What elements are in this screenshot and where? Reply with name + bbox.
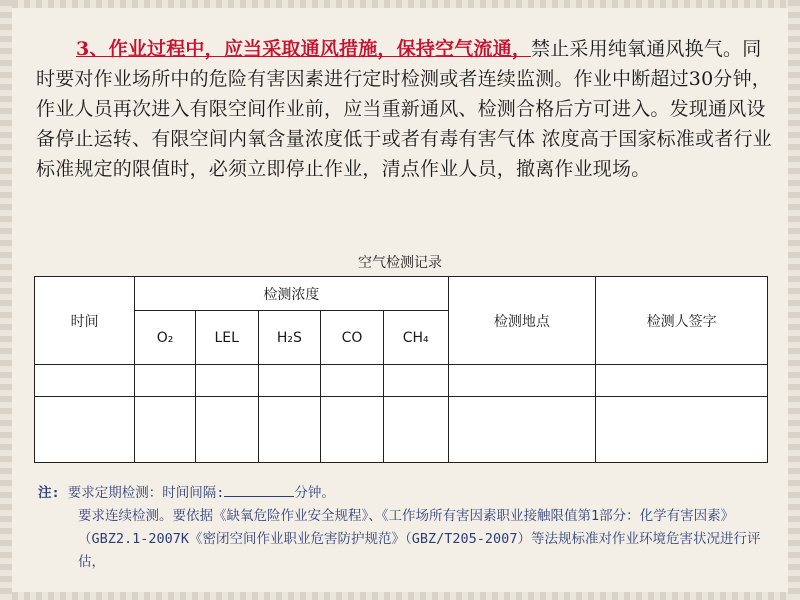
table-cell[interactable]	[596, 365, 768, 397]
table-cell[interactable]	[383, 397, 448, 463]
table-cell[interactable]	[448, 397, 596, 463]
main-paragraph	[36, 34, 776, 184]
table-cell[interactable]	[135, 397, 196, 463]
header-gas-h2s: H₂S	[258, 311, 321, 365]
paragraph-body: 禁止采用纯氧通风换气。同时要对作业场所中的危险有害因素进行定时检测或者连续监测。作业中断超过30分钟，作业人员再次进入有限空间作业前，应当重新通风、检测合格后方可进入。发现通风设备停止运转、有限空间内氧含量浓度低于或者有毒有害气体 浓度高于国家标准或者行业标准规定的限值时，必须立即停止作业，清点作业人员，撤离作业现场。	[36, 38, 772, 180]
highlight-heading: 3、作业过程中，应当采取通风措施，保持空气流通，	[76, 38, 532, 60]
table-cell[interactable]	[596, 397, 768, 463]
table-cell[interactable]	[195, 397, 258, 463]
table-cell[interactable]	[383, 365, 448, 397]
table-title: 空气检测记录	[358, 255, 442, 271]
decorative-border-left	[0, 0, 12, 600]
note-interval-unit: 分钟。	[294, 485, 335, 501]
header-concentration: 检测浓度	[135, 277, 448, 311]
table-cell[interactable]	[321, 397, 384, 463]
air-test-record-table	[34, 276, 768, 463]
table-cell[interactable]	[35, 397, 135, 463]
table-cell[interactable]	[195, 365, 258, 397]
header-gas-o2: O₂	[135, 311, 196, 365]
table-cell[interactable]	[35, 365, 135, 397]
header-location: 检测地点	[448, 277, 596, 365]
table-cell[interactable]	[258, 397, 321, 463]
header-gas-lel: LEL	[195, 311, 258, 365]
note-line-1	[38, 482, 773, 505]
header-time: 时间	[35, 277, 135, 365]
table-row	[35, 397, 768, 463]
header-signature: 检测人签字	[596, 277, 768, 365]
note-interval-text: 要求定期检测：时间间隔:	[67, 485, 225, 501]
table-cell[interactable]	[258, 365, 321, 397]
table-cell[interactable]	[135, 365, 196, 397]
interval-blank-field[interactable]	[224, 482, 294, 497]
header-gas-ch4: CH₄	[383, 311, 448, 365]
decorative-border-top	[0, 0, 800, 8]
note-line-2: 要求连续检测。要依据《缺氧危险作业安全规程》、《工作场所有害因素职业接触限值第1部分：化学有害因素》（GBZ2.1-2007K《密闭空间作业职业危害防护规范》（GBZ/T205-2007）等法规标准对作业环境危害状况进行评估，	[78, 508, 761, 570]
table-cell[interactable]	[448, 365, 596, 397]
table-row	[35, 365, 768, 397]
decorative-border-bottom	[0, 592, 800, 600]
table-cell[interactable]	[321, 365, 384, 397]
note-section	[38, 482, 773, 574]
decorative-border-right	[788, 0, 800, 600]
header-gas-co: CO	[321, 311, 384, 365]
note-label: 注:	[38, 485, 60, 501]
